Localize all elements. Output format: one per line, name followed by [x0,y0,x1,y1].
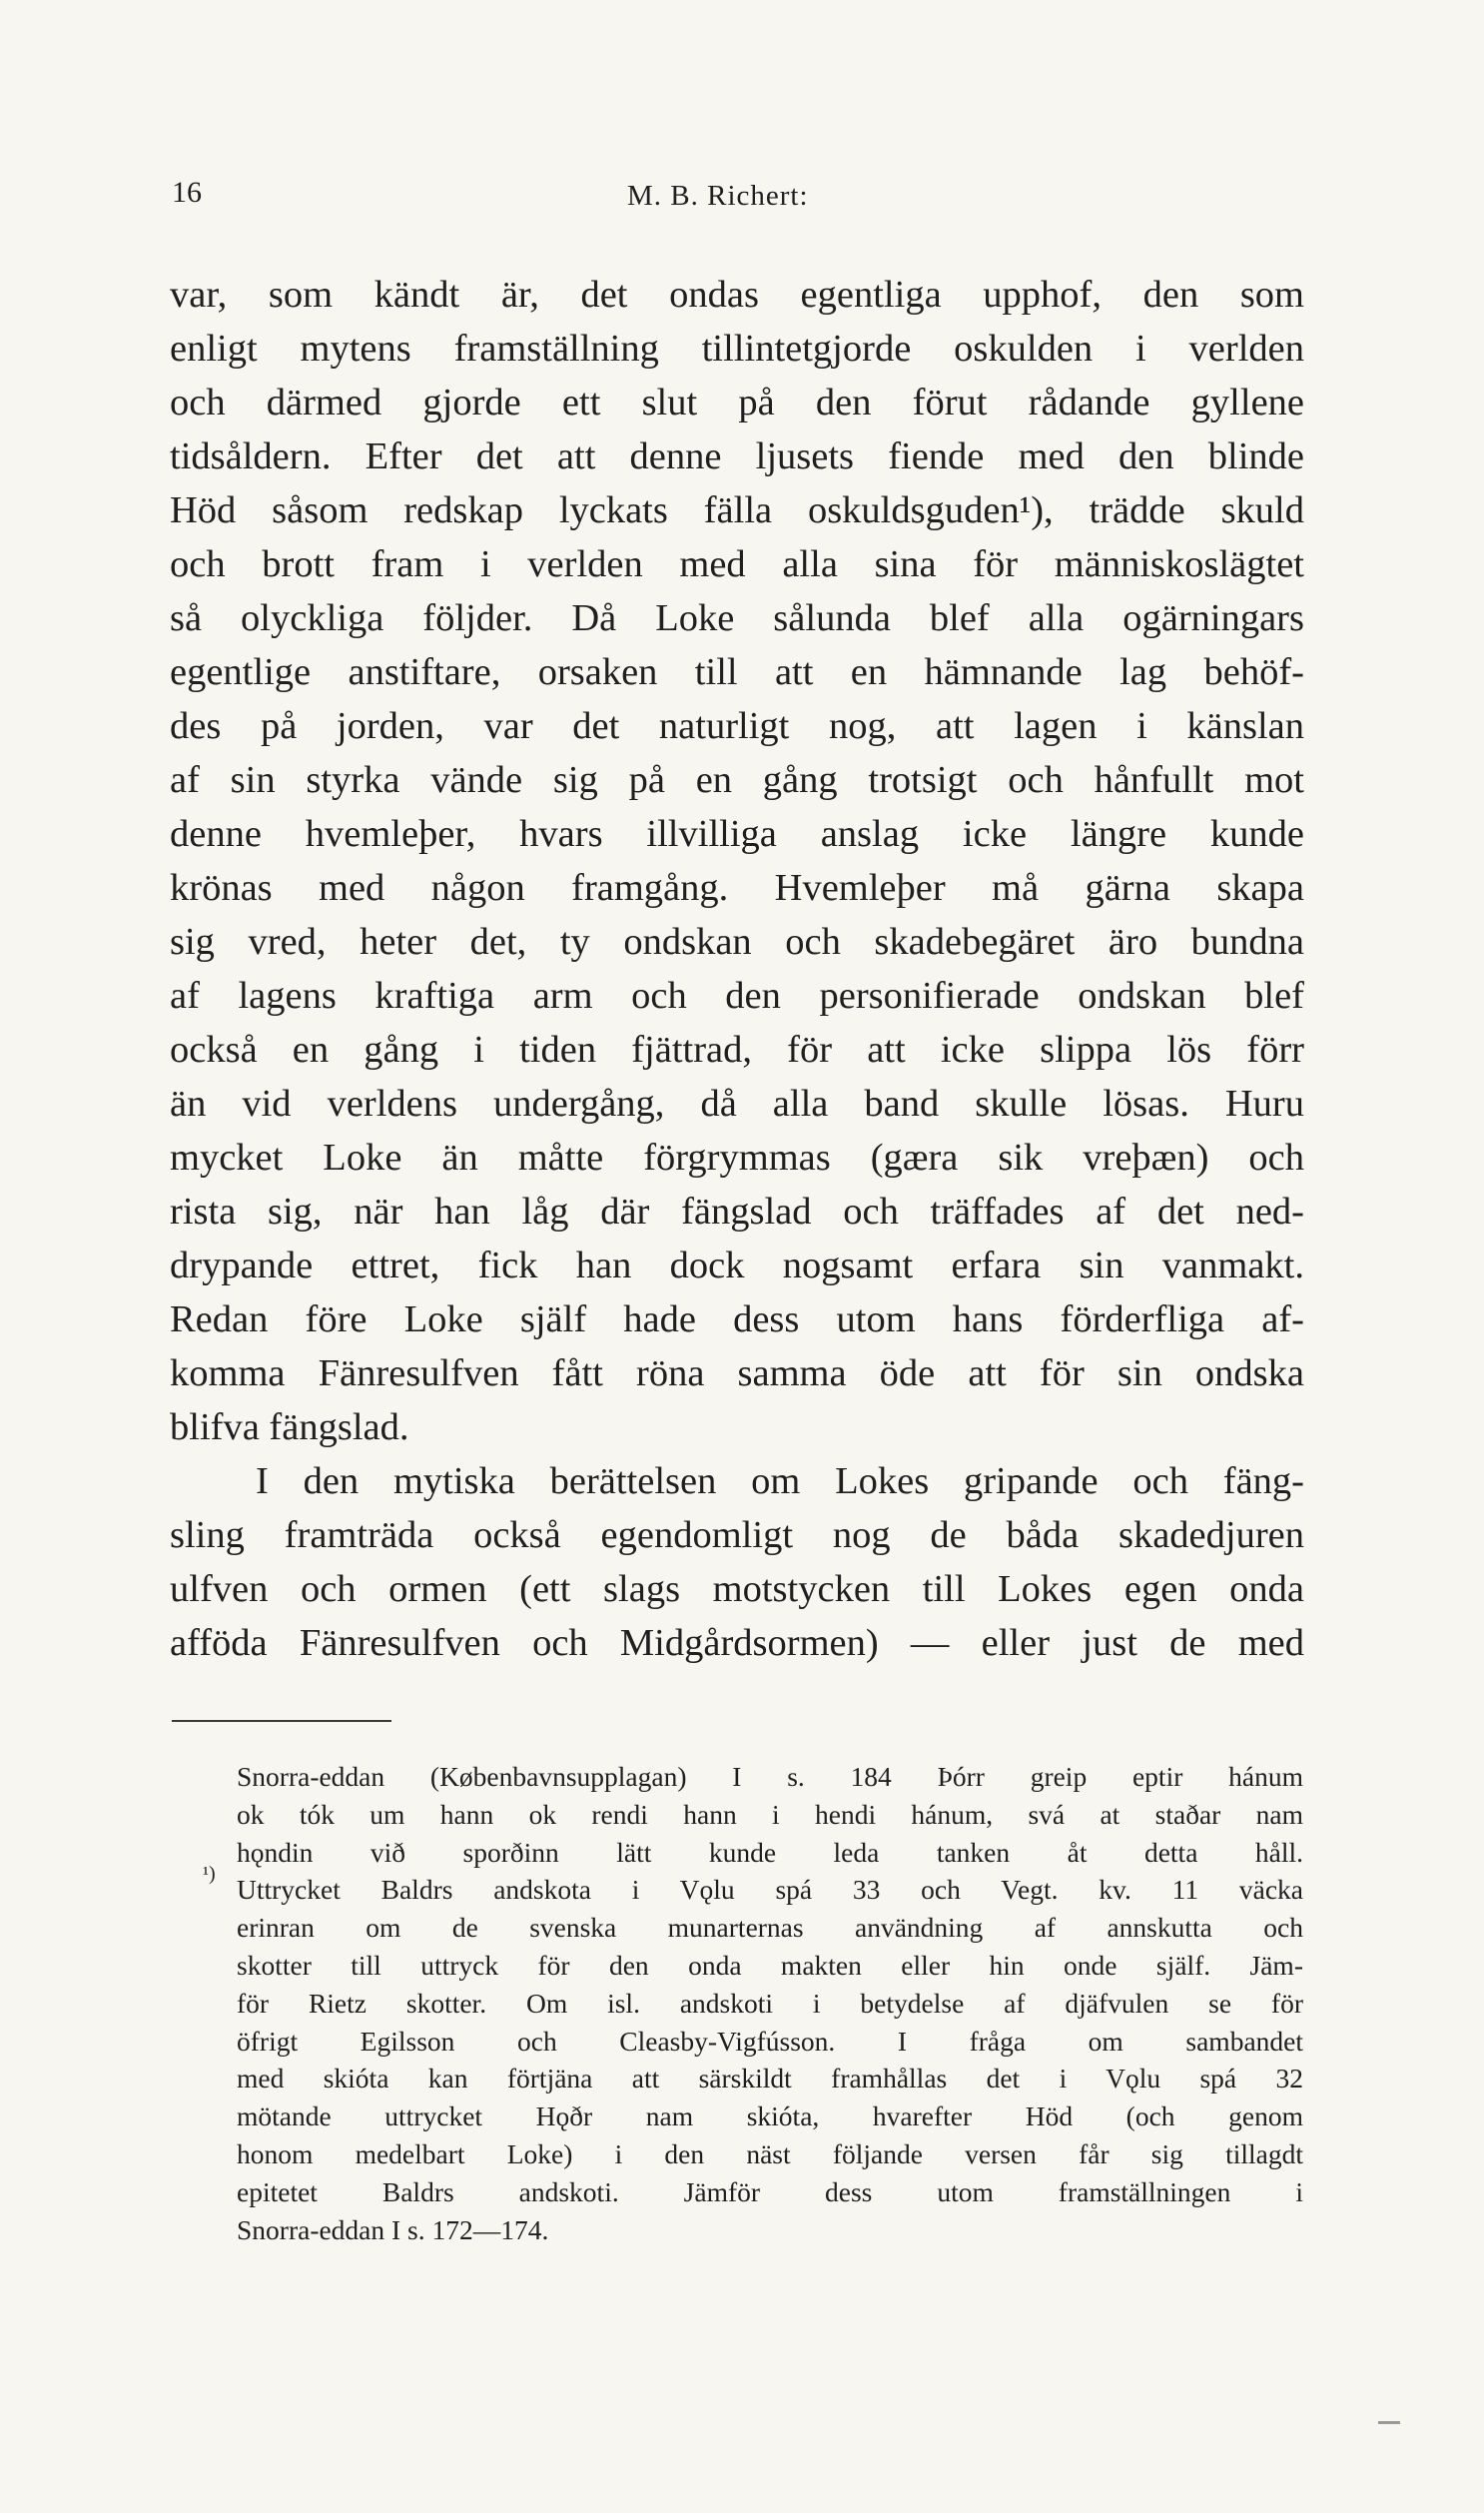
footnote-line: Snorra-eddan I s. 172—174. [237,2213,549,2245]
body-line: I den mytiska berättelsen om Lokes gripande och fäng- [256,1460,1304,1502]
footnote-divider [172,1720,391,1722]
footnote-line: Uttrycket Baldrs andskota i Vǫlu spá 33 och Vegt. kv. 11 väcka [237,1874,1303,1906]
footnote-line: skotter till uttryck för den onda makten eller hin onde själf. Jäm- [237,1949,1303,1981]
body-line: denne hvemleþer, hvars illvilliga anslag icke längre kunde [170,813,1304,855]
page-header [172,176,1310,216]
footnote-line: öfrigt Egilsson och Cleasby-Vigfússon. I fråga om sambandet [237,2025,1303,2057]
footnote-line: erinran om de svenska munarternas användning af annskutta och [237,1912,1303,1944]
scan-mark [1378,2421,1400,2424]
footnote-line: för Rietz skotter. Om isl. andskoti i betydelse af djäfvulen se för [237,1987,1303,2019]
footnote-line: med skióta kan förtjäna att särskildt framhållas det i Vǫlu spá 32 [237,2063,1303,2094]
body-line: och brott fram i verlden med alla sina för människoslägtet [170,543,1304,585]
body-line: af sin styrka vände sig på en gång trotsigt och hånfullt mot [170,759,1304,801]
body-line: Redan före Loke själf hade dess utom hans förderfliga af- [170,1298,1304,1340]
page-number: 16 [172,176,202,209]
body-line: sig vred, heter det, ty ondskan och skadebegäret äro bundna [170,921,1304,963]
body-line: så olyckliga följder. Då Loke sålunda blef alla ogärningars [170,597,1304,639]
body-line: des på jorden, var det naturligt nog, att lagen i känslan [170,705,1304,747]
body-line: komma Fänresulfven fått röna samma öde att för sin ondska [170,1352,1304,1394]
body-line: ulfven och ormen (ett slags motstycken till Lokes egen onda [170,1568,1304,1610]
body-line: krönas med någon framgång. Hvemleþer må gärna skapa [170,867,1304,909]
body-line: rista sig, när han låg där fängslad och träffades af det ned- [170,1191,1304,1233]
body-line: också en gång i tiden fjättrad, för att icke slippa lös förr [170,1029,1304,1071]
body-line: var, som kändt är, det ondas egentliga upphof, den som [170,274,1304,316]
footnote-line: epitetet Baldrs andskoti. Jämför dess utom framställningen i [237,2175,1303,2207]
body-line: än vid verldens undergång, då alla band skulle lösas. Huru [170,1083,1304,1125]
body-line: tidsåldern. Efter det att denne ljusets fiende med den blinde [170,435,1304,477]
footnote-entry [203,1863,1303,1909]
body-line: Höd såsom redskap lyckats fälla oskuldsguden¹), trädde skuld [170,489,1304,531]
body-line: blifva fängslad. [170,1406,409,1448]
footnote-line: honom medelbart Loke) i den näst följande versen får sig tillagdt [237,2137,1303,2169]
body-line: af lagens kraftiga arm och den personifierade ondskan blef [170,975,1304,1017]
body-line: enligt mytens framställning tillintetgjorde oskulden i verlden [170,328,1304,370]
footnote-marker: ¹) [203,1863,216,1886]
body-line: och därmed gjorde ett slut på den förut rådande gyllene [170,382,1304,423]
body-line: drypande ettret, fick han dock nogsamt erfara sin vanmakt. [170,1245,1304,1286]
running-head: M. B. Richert: [627,180,809,212]
footnote-line: mötande uttrycket Hǫðr nam skióta, hvarefter Höd (och genom [237,2100,1303,2132]
footnote-line: Snorra-eddan (Købenbavnsupplagan) I s. 184 Þórr greip eptir hánum [237,1761,1303,1792]
footnote-line: ok tók um hann ok rendi hann i hendi hánum, svá at staðar nam [237,1798,1303,1830]
footnote-line: hǫndin við sporðinn lätt kunde leda tanken åt detta håll. [237,1836,1303,1868]
footnotes [203,1758,1303,2248]
body-line: egentlige anstiftare, orsaken till att en hämnande lag behöf- [170,651,1304,693]
body-line: afföda Fänresulfven och Midgårdsormen) — eller just de med [170,1622,1304,1664]
body-line: mycket Loke än måtte förgrymmas (gæra sik vreþæn) och [170,1137,1304,1179]
body-line: sling framträda också egendomligt nog de båda skadedjuren [170,1514,1304,1556]
body-text [170,268,1304,1670]
